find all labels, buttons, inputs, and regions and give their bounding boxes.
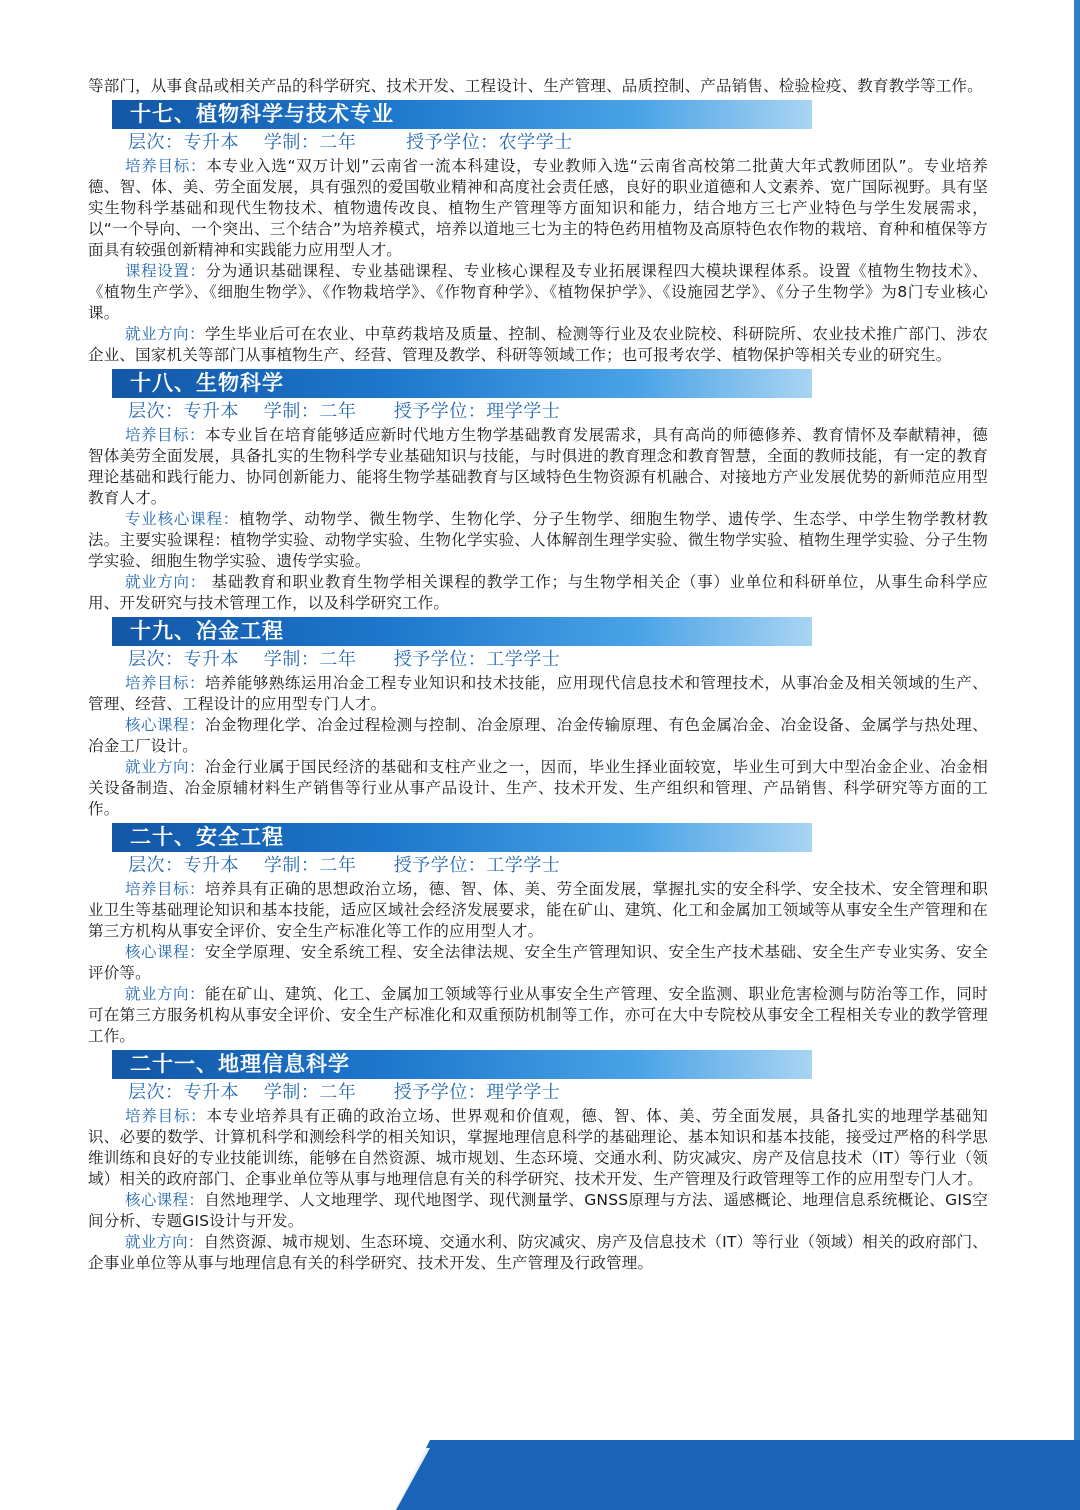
paragraph-text: 安全学原理、安全系统工程、安全法律法规、安全生产管理知识、安全生产技术基础、安全生产专业实务、安全评价等。	[88, 943, 988, 982]
paragraph	[88, 942, 988, 984]
intro-paragraph: 等部门，从事食品或相关产品的科学研究、技术开发、工程设计、生产管理、品质控制、产品销售、检验检疫、教育教学等工作。	[88, 77, 983, 95]
paragraph-label: 核心课程：	[125, 1191, 205, 1209]
paragraph-text: 冶金行业属于国民经济的基础和支柱产业之一，因而，毕业生择业面较宽，毕业生可到大中型冶金企业、冶金相关设备制造、冶金原辅材料生产销售等行业从事产品设计、生产、技术开发、生产组织和管理、产品销售、科学研究等方面的工作。	[88, 758, 988, 818]
paragraph	[88, 324, 988, 366]
section-meta: 层次：专升本 学制：二年 授予学位：理学学士	[128, 1082, 561, 1103]
paragraph-text: 本专业旨在培育能够适应新时代地方生物学基础教育发展需求，具有高尚的师德修养、教育情怀及奉献精神，德智体美劳全面发展，具备扎实的生物科学专业基础知识与技能，与时俱进的教育理念和教育智慧，全面的教师技能，有一定的教育理论基础和践行能力、协同创新能力、能将生物学基础教育与区域特色生物资源有机融合、对接地方产业发展优势的新师范应用型教育人才。	[88, 426, 988, 507]
paragraph	[88, 757, 988, 820]
paragraph-text: 培养具有正确的思想政治立场，德、智、体、美、劳全面发展，掌握扎实的安全科学、安全技术、安全管理和职业卫生等基础理论知识和基本技能，适应区域社会经济发展要求，能在矿山、建筑、化工和金属加工领域等从事安全生产管理和在第三方机构从事安全评价、安全生产标准化等工作的应用型人才。	[88, 880, 988, 940]
paragraph-label: 培养目标：	[125, 674, 205, 692]
document-body	[88, 76, 988, 1274]
section-title: 二十、安全工程	[130, 825, 284, 849]
section-18	[88, 369, 988, 614]
section-header	[112, 1050, 812, 1079]
paragraph-label: 培养目标：	[125, 880, 205, 898]
paragraph-label: 就业方向：	[125, 1233, 204, 1251]
paragraph	[88, 1232, 988, 1274]
paragraph-text: 植物学、动物学、微生物学、生物化学、分子生物学、细胞生物学、遗传学、生态学、中学生物学教材教法。主要实验课程：植物学实验、动物学实验、生物化学实验、人体解剖生理学实验、微生物学实验、植物生理学实验、分子生物学实验、细胞生物学实验、遗传学实验。	[88, 510, 988, 570]
paragraph	[88, 673, 988, 715]
paragraph	[88, 509, 988, 572]
paragraph	[88, 572, 988, 614]
paragraph	[88, 1106, 988, 1190]
paragraph	[88, 715, 988, 757]
section-title: 二十一、地理信息科学	[130, 1052, 350, 1076]
paragraph-text: 本专业入选“双万计划”云南省一流本科建设，专业教师入选“云南省高校第二批黄大年式教师团队”。专业培养德、智、体、美、劳全面发展，具有强烈的爱国敬业精神和高度社会责任感，良好的职业道德和人文素养、宽广国际视野。具有坚实生物科学基础和现代生物技术、植物遗传改良、植物生产管理等方面知识和能力，结合地方三七产业特色与学生发展需求，以“一个导向、一个突出、三个结合”为培养模式，培养以道地三七为主的特色药用植物及高原特色农作物的栽培、育种和植保等方面具有较强创新精神和实践能力应用型人才。	[88, 157, 988, 259]
paragraph	[88, 984, 988, 1047]
paragraph-label: 就业方向：	[125, 985, 205, 1003]
paragraph-text: 自然地理学、人文地理学、现代地图学、现代测量学、GNSS原理与方法、遥感概论、地理信息系统概论、GIS空间分析、专题GIS设计与开发。	[88, 1191, 988, 1230]
paragraph	[88, 156, 988, 261]
section-header	[112, 369, 812, 398]
section-20	[88, 823, 988, 1047]
section-17	[88, 100, 988, 366]
page-right-border	[1074, 0, 1080, 1510]
paragraph	[88, 261, 988, 324]
section-title: 十八、生物科学	[130, 371, 284, 395]
section-meta: 层次：专升本 学制：二年 授予学位：工学学士	[128, 855, 561, 876]
paragraph-text: 自然资源、城市规划、生态环境、交通水利、防灾减灾、房产及信息技术（IT）等行业（领域）相关的政府部门、企事业单位等从事与地理信息有关的科学研究、技术开发、生产管理及行政管理。	[88, 1233, 988, 1272]
paragraph-text: 培养能够熟练运用冶金工程专业知识和技术技能，应用现代信息技术和管理技术，从事冶金及相关领域的生产、管理、经营、工程设计的应用型专门人才。	[88, 674, 988, 713]
paragraph	[88, 425, 988, 509]
section-header	[112, 823, 812, 852]
paragraph-label: 核心课程：	[125, 716, 205, 734]
paragraph-label: 就业方向：	[125, 325, 205, 343]
section-header	[112, 100, 812, 129]
section-header	[112, 617, 812, 646]
section-meta: 层次：专升本 学制：二年 授予学位：工学学士	[128, 649, 561, 670]
paragraph-text: 冶金物理化学、冶金过程检测与控制、冶金原理、冶金传输原理、有色金属冶金、冶金设备、金属学与热处理、冶金工厂设计。	[88, 716, 988, 755]
paragraph-label: 培养目标：	[125, 426, 205, 444]
section-meta: 层次：专升本 学制：二年 授予学位：农学学士	[128, 132, 573, 153]
paragraph-label: 培养目标：	[125, 157, 207, 175]
paragraph-text: 学生毕业后可在农业、中草药栽培及质量、控制、检测等行业及农业院校、科研院所、农业技术推广部门、涉农企业、国家机关等部门从事植物生产、经营、管理及教学、科研等领域工作；也可报考农学、植物保护等相关专业的研究生。	[88, 325, 988, 364]
paragraph-text: 本专业培养具有正确的政治立场、世界观和价值观，德、智、体、美、劳全面发展，具备扎实的地理学基础知识、必要的数学、计算机科学和测绘科学的相关知识，掌握地理信息科学的基础理论、基本知识和基本技能，接受过严格的科学思维训练和良好的专业技能训练，能够在自然资源、城市规划、生态环境、交通水利、防灾减灾、房产及信息技术（IT）等行业（领域）相关的政府部门、企事业单位等从事与地理信息有关的科学研究、技术开发、生产管理及行政管理等工作的应用型专门人才。	[88, 1107, 988, 1188]
footer-band-shape	[0, 1440, 1080, 1510]
section-title: 十九、冶金工程	[130, 619, 284, 643]
section-title: 十七、植物科学与技术专业	[130, 102, 394, 126]
paragraph-text: 能在矿山、建筑、化工、金属加工领域等行业从事安全生产管理、安全监测、职业危害检测与防治等工作，同时可在第三方服务机构从事安全评价、安全生产标准化和双重预防机制等工作，亦可在大中专院校从事安全工程相关专业的教学管理工作。	[88, 985, 988, 1045]
section-21	[88, 1050, 988, 1274]
paragraph-label: 培养目标：	[125, 1107, 207, 1125]
paragraph	[88, 1190, 988, 1232]
section-meta: 层次：专升本 学制：二年 授予学位：理学学士	[128, 401, 561, 422]
footer-decoration	[0, 1440, 1080, 1510]
paragraph-label: 专业核心课程：	[125, 510, 240, 528]
paragraph-text: 基础教育和职业教育生物学相关课程的教学工作；与生物学相关企（事）业单位和科研单位，从事生命科学应用、开发研究与技术管理工作，以及科学研究工作。	[88, 573, 988, 612]
paragraph-label: 核心课程：	[125, 943, 205, 961]
paragraph-text: 分为通识基础课程、专业基础课程、专业核心课程及专业拓展课程四大模块课程体系。设置《植物生物技术》、《植物生产学》、《细胞生物学》、《作物栽培学》、《作物育种学》、《植物保护学》、《设施园艺学》、《分子生物学》为8门专业核心课。	[88, 262, 988, 322]
paragraph	[88, 879, 988, 942]
paragraph-label: 就业方向：	[125, 573, 206, 591]
paragraph-label: 课程设置：	[125, 262, 206, 280]
section-19	[88, 617, 988, 820]
paragraph-label: 就业方向：	[125, 758, 205, 776]
